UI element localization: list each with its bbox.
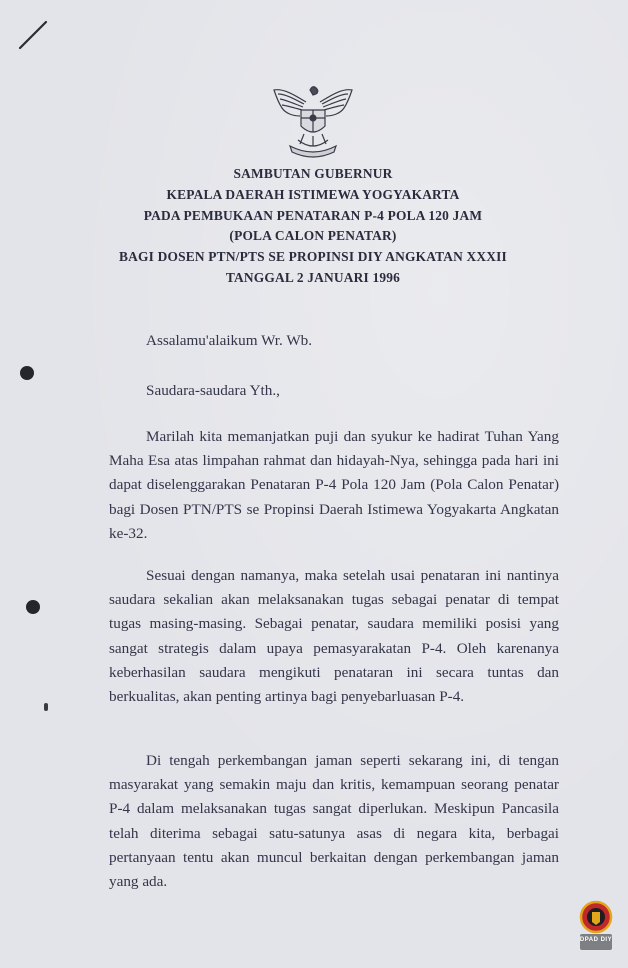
- pen-mark: [16, 18, 50, 52]
- paragraph-text: Sesuai dengan namanya, maka setelah usai penataran ini nantinya saudara sekalian akan melaksanakan tugas sebagai penatar di tempat tugas masing-masing. Sebagai penatar, saudara memiliki posisi yang sangat strategis dalam upaya pemasyarakatan P-4. Oleh karenanya keberhasilan saudara mengikuti penataran ini secara tuntas dan berkualitas, akan penting artinya bagi penyebarluasan P-4.: [109, 567, 559, 706]
- archive-seal-label: DPAD DIY: [579, 937, 613, 943]
- garuda-emblem-icon: [270, 80, 356, 158]
- punch-hole: [20, 366, 34, 380]
- heading-line: (POLA CALON PENATAR): [229, 228, 397, 244]
- heading-line: TANGGAL 2 JANUARI 1996: [225, 269, 401, 285]
- paragraph-2: [109, 564, 559, 709]
- paragraph-text: Marilah kita memanjatkan puji dan syukur ke hadirat Tuhan Yang Maha Esa atas limpahan rahmat dan hidayah-Nya, sehingga pada hari ini dapat diselenggarakan Penataran P-4 Pola 120 Jam (Pola Calon Penatar) bagi Dosen PTN/PTS se Propinsi Daerah Istimewa Yogyakarta Angkatan ke-32.: [109, 428, 559, 542]
- heading-line: PADA PEMBUKAAN PENATARAN P-4 POLA 120 JAM: [143, 207, 483, 223]
- punch-hole: [26, 600, 40, 614]
- archive-seal-icon: [578, 900, 614, 952]
- paragraph-1: [109, 425, 559, 546]
- heading-line: SAMBUTAN GUBERNUR: [233, 166, 393, 181]
- salutation: Saudara-saudara Yth.,: [146, 382, 280, 399]
- paper-speck: [44, 703, 48, 711]
- heading-line: BAGI DOSEN PTN/PTS SE PROPINSI DIY ANGKATAN XXXII: [119, 249, 507, 265]
- paragraph-text: Di tengah perkembangan jaman seperti sekarang ini, di tengan masyarakat yang semakin maju dan kritis, kemampuan seorang penatar P-4 dalam melaksanakan tugas sangat diperlukan. Meskipun Pancasila telah diterima sebagai satu-satunya asas di negara kita, berbagai pertanyaan tentu akan muncul berkaitan dengan perkembangan jaman yang ada.: [109, 752, 559, 891]
- document-heading: [60, 164, 566, 289]
- greeting: Assalamu'alaikum Wr. Wb.: [146, 332, 313, 349]
- heading-line: KEPALA DAERAH ISTIMEWA YOGYAKARTA: [166, 186, 460, 202]
- paragraph-3: [109, 749, 559, 894]
